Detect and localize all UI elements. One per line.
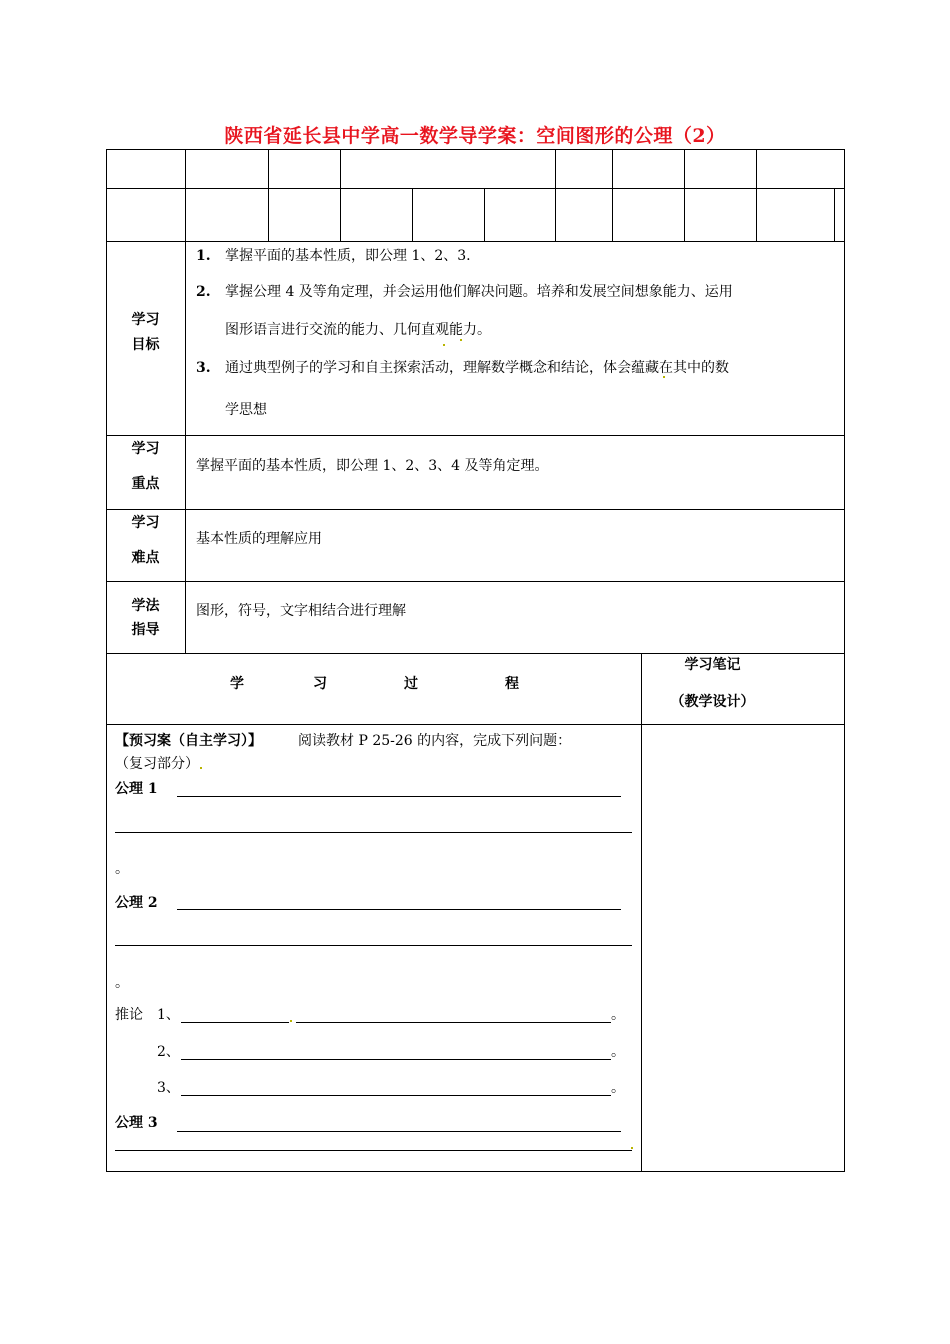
method-label-line2: 指导 <box>131 622 160 638</box>
corollary-2-period: 。 <box>611 1044 625 1060</box>
corollary-2-num: 2、 <box>157 1044 180 1060</box>
document-title: 陕西省延长县中学高一数学导学案：空间图形的公理（2） <box>224 125 726 147</box>
key-points-label-line1: 学习 <box>131 441 160 457</box>
notes-header-line2: （教学设计） <box>670 694 755 710</box>
axiom-2-label: 公理 2 <box>115 895 158 911</box>
difficulties-text: 基本性质的理解应用 <box>196 531 322 547</box>
objective-text: 学思想 <box>225 402 267 418</box>
objective-number: 2. <box>196 284 211 300</box>
objective-text: 通过典型例子的学习和自主探索活动，理解数学概念和结论，体会蕴藏在其中的数 <box>225 360 729 376</box>
corollary-3-period: 。 <box>611 1080 625 1096</box>
objective-number: 1. <box>196 248 211 264</box>
method-label-line1: 学法 <box>131 598 160 614</box>
objectives-label-line2: 目标 <box>131 337 160 353</box>
axiom-1-blank <box>177 796 621 797</box>
objective-text: 掌握公理 4 及等角定理，并会运用他们解决问题。培养和发展空间想象能力、运用 <box>225 284 733 300</box>
axiom-2-blank <box>177 909 621 910</box>
corollary-1-num: 1、 <box>157 1007 180 1023</box>
axiom-1-period: 。 <box>115 861 129 877</box>
notes-header-line1: 学习笔记 <box>684 657 741 673</box>
axiom-1-label: 公理 1 <box>115 781 158 797</box>
axiom-3-label: 公理 3 <box>115 1115 158 1131</box>
corollary-label: 推论 <box>115 1007 143 1023</box>
axiom-3-blank-2 <box>115 1150 632 1151</box>
axiom-1-blank-2 <box>115 832 632 833</box>
review-note: （复习部分） <box>115 756 199 772</box>
objective-text: 掌握平面的基本性质，即公理 1、2、3. <box>225 248 471 264</box>
method-text: 图形，符号，文字相结合进行理解 <box>196 603 406 619</box>
process-header-char: 程 <box>505 676 519 692</box>
axiom-3-blank <box>177 1131 621 1132</box>
process-header-char: 过 <box>404 676 418 692</box>
process-header-char: 习 <box>313 676 327 692</box>
objective-text: 图形语言进行交流的能力、几何直观能力。 <box>225 322 491 338</box>
difficulties-label-line1: 学习 <box>131 515 160 531</box>
process-header-char: 学 <box>230 676 244 692</box>
axiom-2-period: 。 <box>115 975 129 991</box>
key-points-text: 掌握平面的基本性质，即公理 1、2、3、4 及等角定理。 <box>196 458 549 474</box>
corollary-1-blank-a <box>181 1022 289 1023</box>
preview-label: 【预习案（自主学习）】 <box>115 733 262 749</box>
corollary-2-blank <box>181 1059 611 1060</box>
corollary-1-blank-b <box>296 1022 611 1023</box>
corollary-3-blank <box>181 1095 611 1096</box>
corollary-3-num: 3、 <box>157 1080 180 1096</box>
corollary-1-period: 。 <box>611 1007 625 1023</box>
key-points-label-line2: 重点 <box>131 476 160 492</box>
preview-instruction: 阅读教材 P 25-26 的内容，完成下列问题： <box>298 733 572 749</box>
objectives-label-line1: 学习 <box>131 312 160 328</box>
objective-number: 3. <box>196 360 211 376</box>
difficulties-label-line2: 难点 <box>131 550 160 566</box>
axiom-2-blank-2 <box>115 945 632 946</box>
